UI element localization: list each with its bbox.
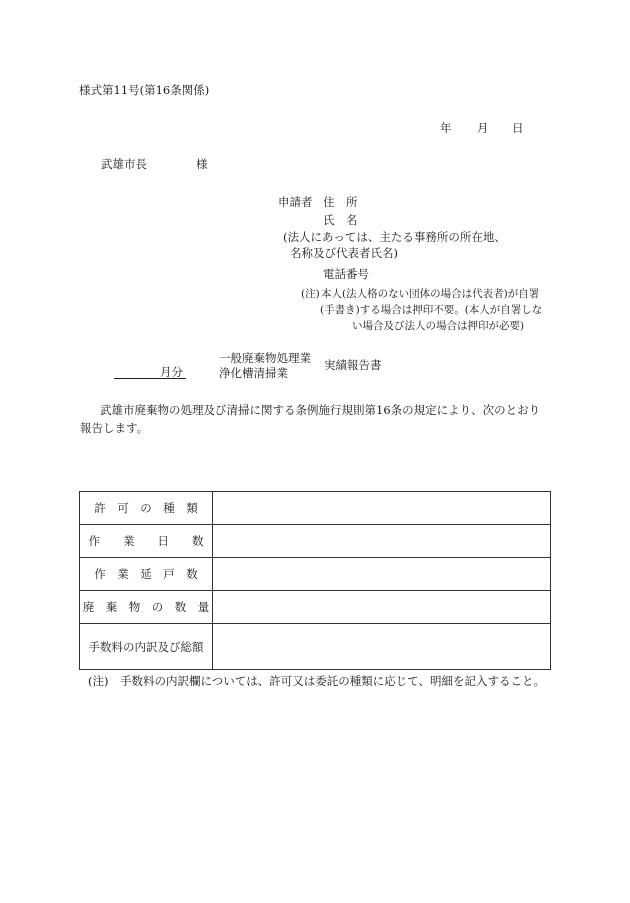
date-year: 年: [440, 121, 452, 135]
business-type-1: 一般廃棄物処理業: [219, 351, 311, 365]
table-row: [80, 525, 551, 558]
date-day: 日: [512, 121, 524, 135]
month-suffix: 月分: [160, 365, 183, 379]
row-label-waste-amount: 廃 棄 物 の 数 量: [80, 591, 213, 624]
seal-note-line2: (手書き)する場合は押印不要。(本人が自署しな: [320, 304, 543, 316]
row-label-permit-type: 許 可 の 種 類: [80, 492, 213, 525]
phone-label: 電話番号: [323, 267, 369, 281]
row-label-households: 作 業 延 戸 数: [80, 558, 213, 591]
row-value-households[interactable]: [213, 558, 551, 591]
corp-note-line1: (法人にあっては、主たる事務所の所在地、: [283, 230, 506, 244]
applicant-label: 申請者: [278, 195, 313, 209]
corp-note-line2: 名称及び代表者氏名): [290, 246, 398, 260]
addressee-name: 武雄市長: [101, 157, 147, 171]
footnote: (注) 手数料の内訳欄については、許可又は委託の種類に応じて、明細を記入すること。: [88, 674, 546, 688]
row-value-work-days[interactable]: [213, 525, 551, 558]
report-table: [79, 491, 551, 670]
seal-note-label: (注): [301, 288, 320, 300]
business-type-2: 浄化槽清掃業: [219, 366, 288, 380]
form-number: 様式第11号(第16条関係): [79, 83, 210, 97]
row-value-waste-amount[interactable]: [213, 591, 551, 624]
name-label: 氏 名: [323, 213, 358, 227]
seal-note-line1: 本人(法人格のない団体の場合は代表者)が自署: [321, 288, 540, 300]
table-row: [80, 558, 551, 591]
address-label: 住 所: [323, 195, 358, 209]
addressee-honorific: 様: [196, 157, 208, 171]
date-month: 月: [477, 121, 489, 135]
row-value-permit-type[interactable]: [213, 492, 551, 525]
body-line1: 武雄市廃棄物の処理及び清掃に関する条例施行規則第16条の規定により、次のとおり: [100, 403, 541, 417]
report-title: 実績報告書: [324, 358, 382, 372]
seal-note-line3: い場合及び法人の場合は押印が必要): [352, 320, 525, 332]
table-row: [80, 591, 551, 624]
table-row: [80, 492, 551, 525]
body-line2: 報告します。: [80, 421, 149, 435]
table-row: [80, 624, 551, 670]
row-label-fees: 手数料の内訳及び総額: [80, 624, 213, 670]
row-label-work-days: 作 業 日 数: [80, 525, 213, 558]
row-value-fees[interactable]: [213, 624, 551, 670]
